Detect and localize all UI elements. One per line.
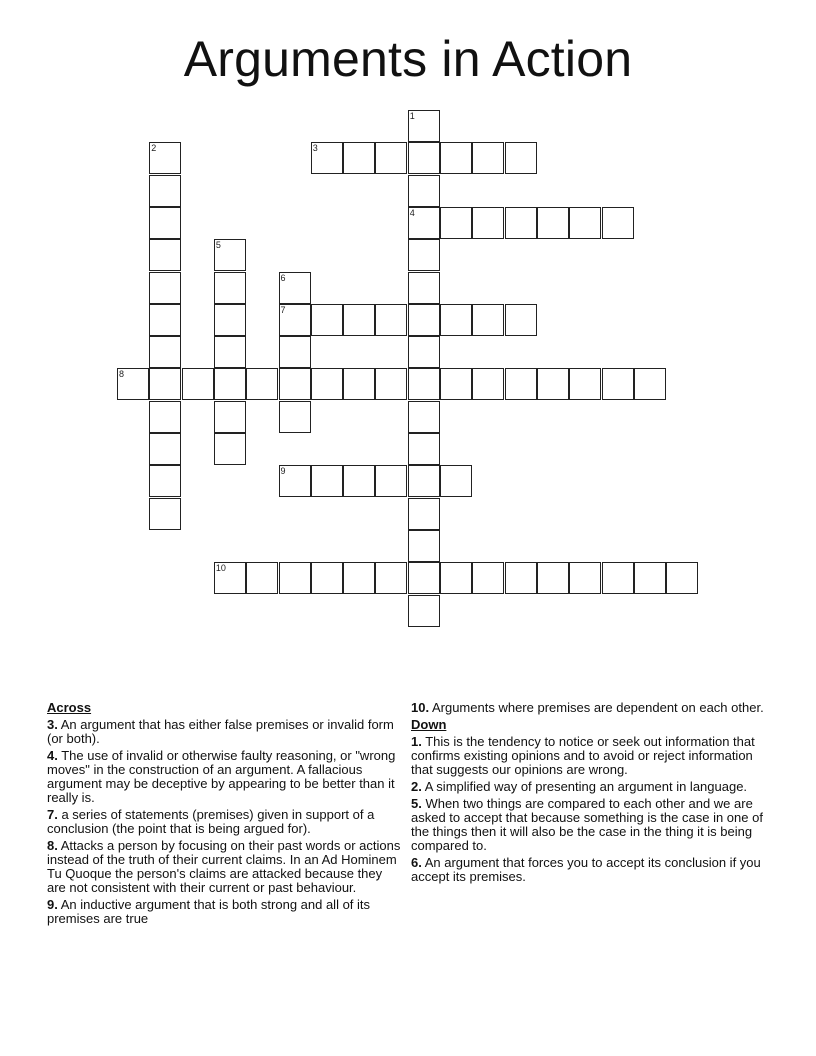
clue-number: 1 — [409, 111, 415, 121]
grid-cell[interactable] — [505, 304, 537, 336]
grid-cell[interactable] — [279, 272, 311, 304]
clue-text: An inductive argument that is both strong and all of its premises are true — [47, 897, 371, 926]
grid-cell[interactable] — [214, 304, 246, 336]
grid-cell[interactable] — [408, 401, 440, 433]
grid-cell[interactable] — [149, 304, 181, 336]
grid-cell[interactable] — [149, 272, 181, 304]
grid-cell[interactable] — [279, 562, 311, 594]
grid-cell[interactable] — [408, 498, 440, 530]
grid-cell[interactable] — [246, 562, 278, 594]
clue-text: An argument that forces you to accept its conclusion if you accept its premises. — [411, 855, 761, 884]
grid-cell[interactable] — [440, 304, 472, 336]
grid-cell[interactable] — [279, 401, 311, 433]
grid-cell[interactable] — [117, 368, 149, 400]
clue-number: 10 — [215, 563, 226, 574]
clue-number: 2 — [151, 143, 157, 154]
grid-cell[interactable] — [472, 562, 504, 594]
clue-text: An argument that has either false premises or invalid form (or both). — [47, 717, 394, 746]
grid-cell[interactable] — [375, 465, 407, 497]
grid-cell[interactable] — [472, 304, 504, 336]
grid-cell[interactable] — [440, 562, 472, 594]
grid-cell[interactable] — [149, 207, 181, 239]
grid-cell[interactable] — [408, 562, 440, 594]
grid-cell[interactable] — [408, 110, 440, 142]
clues-left-column — [47, 701, 402, 929]
grid-cell[interactable] — [214, 368, 246, 400]
grid-cell[interactable] — [408, 175, 440, 207]
grid-cell[interactable] — [440, 368, 472, 400]
grid-cell[interactable] — [149, 433, 181, 465]
grid-cell[interactable] — [149, 239, 181, 271]
grid-cell[interactable] — [505, 562, 537, 594]
clue-number: 3 — [312, 143, 318, 154]
across-clue-list — [47, 718, 402, 926]
grid-cell[interactable] — [311, 142, 343, 174]
grid-cell[interactable] — [408, 433, 440, 465]
grid-cell[interactable] — [408, 239, 440, 271]
across-clue-list-continued — [411, 701, 769, 715]
down-clue — [411, 856, 769, 884]
grid-cell[interactable] — [505, 142, 537, 174]
grid-cell[interactable] — [472, 142, 504, 174]
grid-cell[interactable] — [505, 368, 537, 400]
grid-cell[interactable] — [440, 142, 472, 174]
across-clue — [47, 898, 402, 926]
grid-cell[interactable] — [408, 304, 440, 336]
grid-cell[interactable] — [149, 465, 181, 497]
down-clue — [411, 735, 769, 777]
clue-number: 7 — [280, 304, 286, 315]
grid-cell[interactable] — [279, 336, 311, 368]
clue-number: 5 — [215, 240, 221, 251]
clue-number: 9 — [280, 466, 286, 477]
grid-cell[interactable] — [311, 304, 343, 336]
grid-cell[interactable] — [408, 336, 440, 368]
grid-cell[interactable] — [408, 530, 440, 562]
grid-cell[interactable] — [149, 498, 181, 530]
grid-cell[interactable] — [375, 304, 407, 336]
clue-number: 9. — [47, 897, 58, 912]
grid-cell[interactable] — [311, 562, 343, 594]
grid-cell[interactable] — [505, 207, 537, 239]
across-clue — [47, 749, 402, 805]
grid-cell[interactable] — [472, 207, 504, 239]
grid-cell[interactable] — [214, 336, 246, 368]
grid-cell[interactable] — [408, 272, 440, 304]
grid-cell[interactable] — [666, 562, 698, 594]
grid-cell[interactable] — [214, 239, 246, 271]
grid-cell[interactable] — [311, 368, 343, 400]
clue-number: 6 — [280, 272, 286, 283]
grid-cell[interactable] — [343, 304, 375, 336]
grid-cell[interactable] — [214, 401, 246, 433]
grid-cell[interactable] — [537, 562, 569, 594]
clue-number: 10. — [411, 700, 430, 715]
clue-number: 8. — [47, 838, 58, 853]
grid-cell[interactable] — [149, 336, 181, 368]
clues-right-column — [411, 701, 769, 887]
grid-cell[interactable] — [408, 142, 440, 174]
grid-cell[interactable] — [440, 465, 472, 497]
down-clue-list — [411, 735, 769, 884]
clue-text: Attacks a person by focusing on their past words or actions instead of the truth of their current claims. In an Ad Hominem Tu Quoque the person's claims are attacked because they are not consistent with their current or past behaviour. — [47, 838, 401, 895]
grid-cell[interactable] — [279, 465, 311, 497]
grid-cell[interactable] — [569, 368, 601, 400]
grid-cell[interactable] — [149, 368, 181, 400]
clue-text: When two things are compared to each other and we are asked to accept that because something is the case in one of the things then it will also be the case in the thing it is being compared to. — [411, 796, 763, 853]
grid-cell[interactable] — [149, 401, 181, 433]
grid-cell[interactable] — [408, 207, 440, 239]
grid-cell[interactable] — [214, 562, 246, 594]
clue-number: 4 — [409, 207, 415, 218]
grid-cell[interactable] — [182, 368, 214, 400]
down-clue — [411, 797, 769, 853]
clue-number: 8 — [119, 369, 125, 380]
grid-cell[interactable] — [343, 368, 375, 400]
grid-cell[interactable] — [279, 304, 311, 336]
across-clue — [47, 839, 402, 895]
clue-number: 7. — [47, 807, 58, 822]
grid-cell[interactable] — [602, 207, 634, 239]
clue-number: 1. — [411, 734, 422, 749]
grid-cell[interactable] — [149, 175, 181, 207]
across-heading: Across — [47, 700, 92, 715]
grid-cell[interactable] — [602, 562, 634, 594]
grid-cell[interactable] — [408, 368, 440, 400]
clue-text: A simplified way of presenting an argument in language. — [421, 779, 748, 794]
across-clue — [411, 701, 769, 715]
grid-cell[interactable] — [246, 368, 278, 400]
grid-cell[interactable] — [343, 142, 375, 174]
clue-text: Arguments where premises are dependent on each other. — [429, 700, 764, 715]
across-clue — [47, 808, 402, 836]
clue-number: 5. — [411, 796, 422, 811]
page-title: Arguments in Action — [183, 31, 633, 87]
grid-cell[interactable] — [602, 368, 634, 400]
clue-number: 6. — [411, 855, 422, 870]
grid-cell[interactable] — [440, 207, 472, 239]
grid-cell[interactable] — [149, 142, 181, 174]
grid-cell[interactable] — [634, 368, 666, 400]
grid-cell[interactable] — [472, 368, 504, 400]
clue-text: The use of invalid or otherwise faulty reasoning, or "wrong moves" in the construction of an argument. A fallacious argument may be deceptive by appearing to be better than it really is. — [47, 748, 396, 805]
grid-cell[interactable] — [634, 562, 666, 594]
grid-cell[interactable] — [214, 433, 246, 465]
grid-cell[interactable] — [408, 465, 440, 497]
grid-cell[interactable] — [214, 272, 246, 304]
clue-number: 2. — [411, 779, 422, 794]
grid-cell[interactable] — [279, 368, 311, 400]
grid-cell[interactable] — [311, 465, 343, 497]
clue-text: This is the tendency to notice or seek out information that confirms existing opinions and to avoid or reject information that suggests our opinions are wrong. — [411, 734, 755, 777]
grid-cell[interactable] — [375, 142, 407, 174]
grid-cell[interactable] — [569, 207, 601, 239]
grid-cell[interactable] — [343, 465, 375, 497]
clue-number: 4. — [47, 748, 58, 763]
grid-cell[interactable] — [537, 368, 569, 400]
grid-cell[interactable] — [375, 368, 407, 400]
clue-text: a series of statements (premises) given in support of a conclusion (the point that is being argued for). — [47, 807, 375, 836]
grid-cell[interactable] — [375, 562, 407, 594]
clue-number: 3. — [47, 717, 58, 732]
grid-cell[interactable] — [343, 562, 375, 594]
grid-cell[interactable] — [537, 207, 569, 239]
down-clue — [411, 780, 769, 794]
across-clue — [47, 718, 402, 746]
grid-cell[interactable] — [569, 562, 601, 594]
down-heading: Down — [411, 717, 447, 732]
grid-cell[interactable] — [408, 595, 440, 627]
